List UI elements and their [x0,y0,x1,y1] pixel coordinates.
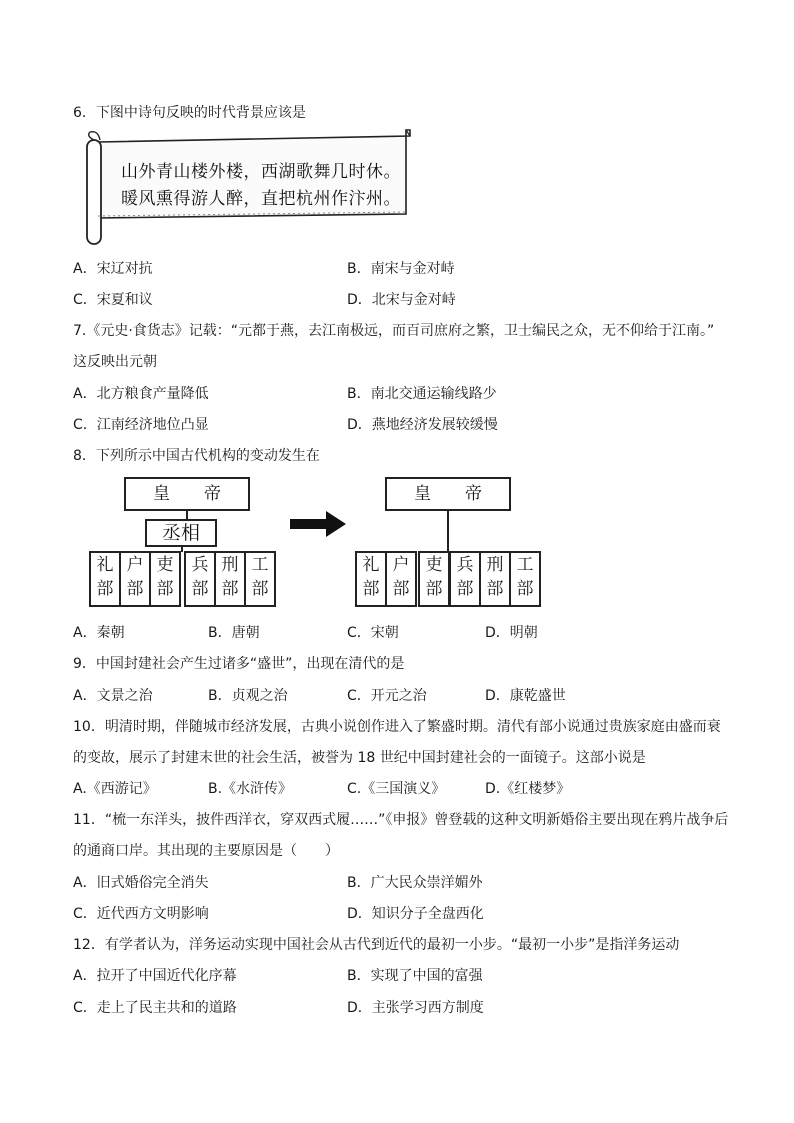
q11-option-d[interactable]: D．知识分子全盘西化 [347,906,484,922]
bureau-war: 兵 部 [449,551,481,607]
q6-stem: 6．下图中诗句反映的时代背景应该是 [73,105,306,121]
q9-stem: 9．中国封建社会产生过诸多“盛世”，出现在清代的是 [73,656,405,672]
q10-option-d[interactable]: D.《红楼梦》 [485,781,571,797]
q11-stem-line-1: 11．“梳一东洋头，披件西洋衣，穿双西式履……”《申报》曾登载的这种文明新婚俗主要出现在鸦片战争后 [73,812,729,828]
q12-option-d[interactable]: D．主张学习西方制度 [347,1000,484,1016]
q6-option-d[interactable]: D．北宋与金对峙 [347,292,456,308]
q12-stem: 12．有学者认为，洋务运动实现中国社会从古代到近代的最初一小步。“最初一小步”是指洋务运动 [73,937,680,953]
connector [447,511,449,552]
q8-option-a[interactable]: A．秦朝 [73,625,125,641]
poem-line-2: 暖风熏得游人醉，直把杭州作汴州。 [121,189,401,209]
q6-option-b[interactable]: B．南宋与金对峙 [347,261,455,277]
q10-option-c[interactable]: C.《三国演义》 [347,781,446,797]
bureau-war: 兵 部 [184,551,216,607]
q11-option-b[interactable]: B．广大民众崇洋媚外 [347,875,483,891]
q11-option-c[interactable]: C．近代西方文明影响 [73,906,209,922]
chancellor-box: 丞相 [145,519,217,547]
q6-option-a[interactable]: A．宋辽对抗 [73,261,153,277]
bureau-works: 工 部 [244,551,276,607]
q8-option-b[interactable]: B．唐朝 [208,625,260,641]
q7-option-d[interactable]: D．燕地经济发展较缓慢 [347,417,498,433]
bureau-works: 工 部 [509,551,541,607]
q7-stem-line-2: 这反映出元朝 [73,354,157,370]
q7-stem-line-1: 7.《元史·食货志》记载：“元都于燕，去江南极远，而百司庶府之繁，卫士编民之众，无不仰给于江南。” [73,323,715,339]
q7-option-b[interactable]: B．南北交通运输线路少 [347,386,497,402]
bureau-rites: 礼 部 [89,551,121,607]
connector [181,547,183,552]
q10-stem-line-2: 的变故，展示了封建末世的社会生活，被誉为 18 世纪中国封建社会的一面镜子。这部小说是 [73,750,646,766]
bureau-revenue: 户 部 [385,551,417,607]
q9-option-d[interactable]: D．康乾盛世 [485,688,566,704]
q12-option-c[interactable]: C．走上了民主共和的道路 [73,1000,237,1016]
q12-option-b[interactable]: B．实现了中国的富强 [347,968,483,984]
q8-option-d[interactable]: D．明朝 [485,625,538,641]
q10-option-b[interactable]: B.《水浒传》 [208,781,293,797]
q10-option-a[interactable]: A.《西游记》 [73,781,157,797]
q7-option-c[interactable]: C．江南经济地位凸显 [73,417,209,433]
bureau-revenue: 户 部 [119,551,151,607]
bureau-personnel: 吏 部 [149,551,181,607]
q8-stem: 8．下列所示中国古代机构的变动发生在 [73,448,320,464]
bureau-justice: 刑 部 [479,551,511,607]
bureau-rites: 礼 部 [355,551,387,607]
q6-option-c[interactable]: C．宋夏和议 [73,292,153,308]
q10-stem-line-1: 10．明清时期，伴随城市经济发展，古典小说创作进入了繁盛时期。清代有部小说通过贵族家庭由盛而衰 [73,719,721,735]
q9-option-a[interactable]: A．文景之治 [73,688,153,704]
bureau-justice: 刑 部 [214,551,246,607]
emperor-box-left: 皇 帝 [124,477,250,511]
bureau-personnel: 吏 部 [418,551,450,607]
emperor-box-right: 皇 帝 [385,477,511,511]
q12-option-a[interactable]: A．拉开了中国近代化序幕 [73,968,237,984]
q7-option-a[interactable]: A．北方粮食产量降低 [73,386,209,402]
q9-option-b[interactable]: B．贞观之治 [208,688,288,704]
poem-line-1: 山外青山楼外楼，西湖歌舞几时休。 [121,162,401,182]
q11-option-a[interactable]: A．旧式婚俗完全消失 [73,875,209,891]
arrow-right-icon [290,511,346,537]
q8-option-c[interactable]: C．宋朝 [347,625,399,641]
q11-stem-line-2: 的通商口岸。其出现的主要原因是（ ） [73,843,339,859]
q9-option-c[interactable]: C．开元之治 [347,688,427,704]
